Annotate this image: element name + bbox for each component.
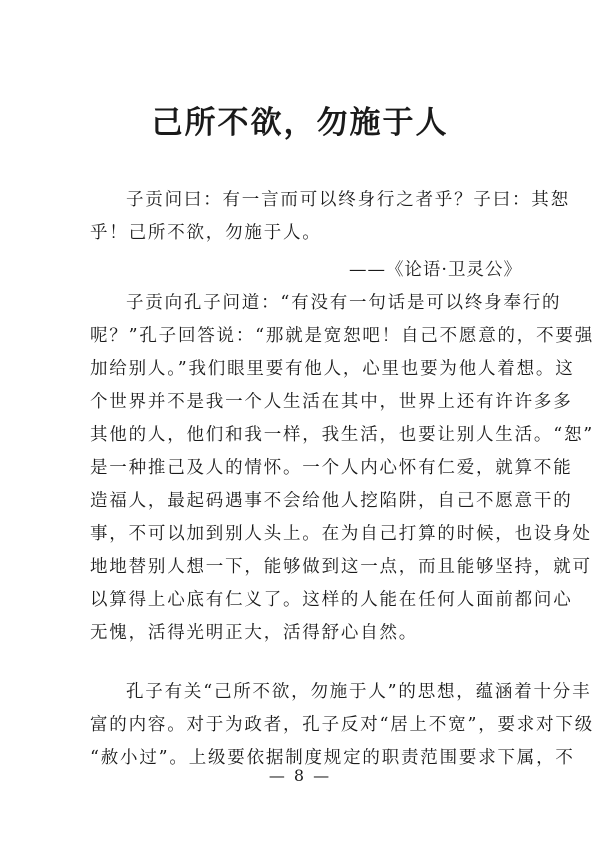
paragraph-1 bbox=[90, 287, 594, 650]
paragraph-line: “赦小过”。上级要依据制度规定的职责范围要求下属，不 bbox=[90, 748, 575, 768]
page-number: — 8 — bbox=[268, 766, 332, 785]
paragraph-line: 是一种推己及人的情怀。一个人内心怀有仁爱，就算不能 bbox=[90, 458, 573, 478]
classical-quote bbox=[90, 184, 570, 250]
paragraph-line: 子贡向孔子问道：“有没有一句话是可以终身奉行的 bbox=[126, 293, 562, 313]
page-title: 己所不欲，勿施于人 bbox=[151, 105, 449, 141]
paragraph-line: 加给别人。”我们眼里要有他人，心里也要为他人着想。这 bbox=[90, 359, 575, 379]
paragraph-2 bbox=[90, 676, 594, 775]
quote-attribution: ——《论语·卫灵公》 bbox=[348, 260, 522, 280]
paragraph-line: 呢？”孔子回答说：“那就是宽恕吧！自己不愿意的，不要强 bbox=[90, 326, 594, 346]
quote-line: 子贡问曰：有一言而可以终身行之者乎？子曰：其恕 bbox=[126, 190, 570, 210]
quote-line: 乎！己所不欲，勿施于人。 bbox=[90, 223, 322, 243]
paragraph-line: 个世界并不是我一个人生活在其中，世界上还有许许多多 bbox=[90, 392, 573, 412]
paragraph-line: 事，不可以加到别人头上。在为自己打算的时候，也设身处 bbox=[90, 524, 592, 544]
paragraph-line: 其他的人，他们和我一样，我生活，也要让别人生活。“恕” bbox=[90, 425, 594, 445]
paragraph-line: 地地替别人想一下，能够做到这一点，而且能够坚持，就可 bbox=[90, 557, 592, 577]
paragraph-line: 富的内容。对于为政者，孔子反对“居上不宽”，要求对下级 bbox=[90, 715, 594, 735]
paragraph-line: 以算得上心底有仁义了。这样的人能在任何人面前都问心 bbox=[90, 590, 573, 610]
paragraph-line: 造福人，最起码遇事不会给他人挖陷阱，自己不愿意干的 bbox=[90, 491, 573, 511]
paragraph-line: 孔子有关“己所不欲，勿施于人”的思想，蕴涵着十分丰 bbox=[126, 682, 592, 702]
paragraph-line: 无愧，活得光明正大，活得舒心自然。 bbox=[90, 623, 419, 643]
